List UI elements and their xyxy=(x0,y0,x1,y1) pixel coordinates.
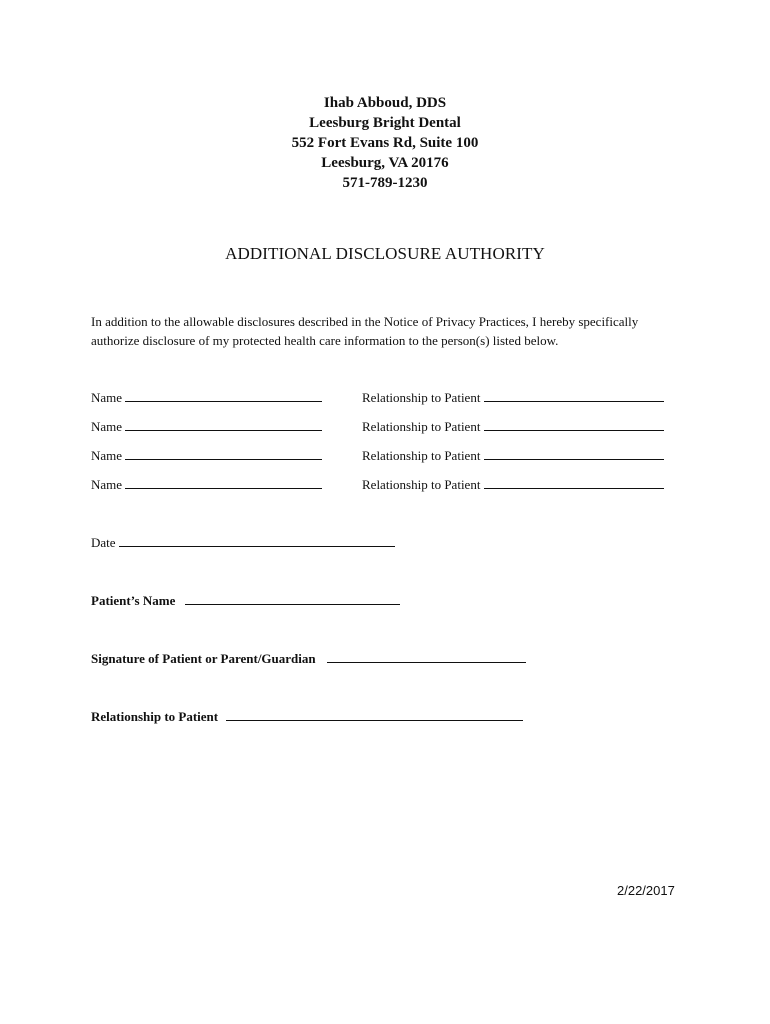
relationship-input-line[interactable] xyxy=(484,418,664,431)
relationship-group xyxy=(362,447,664,464)
phone-number: 571-789-1230 xyxy=(342,175,428,191)
recipient-row xyxy=(91,447,481,464)
signature-field xyxy=(91,650,526,667)
signature-label: Signature of Patient or Parent/Guardian xyxy=(91,651,316,666)
relationship-label: Relationship to Patient xyxy=(362,419,481,434)
relationship-field-label: Relationship to Patient xyxy=(91,709,219,724)
intro-paragraph: In addition to the allowable disclosures described in the Notice of Privacy Practices, I hereby specifically authorize disclosure of my protected health care information to the person(s) listed below. xyxy=(91,314,639,348)
recipient-row xyxy=(91,389,481,406)
date-field xyxy=(91,534,395,551)
street-address: 552 Fort Evans Rd, Suite 100 xyxy=(291,135,479,151)
relationship-input-line[interactable] xyxy=(484,389,664,402)
recipient-row xyxy=(91,476,481,493)
recipient-row xyxy=(91,418,481,435)
dentist-name: Ihab Abboud, DDS xyxy=(323,95,447,111)
relationship-label: Relationship to Patient xyxy=(362,390,481,405)
patient-name-input-line[interactable] xyxy=(185,592,400,605)
relationship-field xyxy=(91,708,523,725)
name-input-line[interactable] xyxy=(125,476,322,489)
patient-name-label: Patient’s Name xyxy=(91,593,176,608)
relationship-group xyxy=(362,476,664,493)
date-input-line[interactable] xyxy=(119,534,395,547)
city-state-zip: Leesburg, VA 20176 xyxy=(321,155,449,171)
relationship-field-input-line[interactable] xyxy=(226,708,523,721)
relationship-group xyxy=(362,418,664,435)
relationship-input-line[interactable] xyxy=(484,476,664,489)
relationship-label: Relationship to Patient xyxy=(362,448,481,463)
patient-name-field xyxy=(91,592,400,609)
name-label: Name xyxy=(91,390,123,405)
name-input-line[interactable] xyxy=(125,418,322,431)
name-input-line[interactable] xyxy=(125,389,322,402)
footer-date: 2/22/2017 xyxy=(617,883,675,898)
name-input-line[interactable] xyxy=(125,447,322,460)
signature-input-line[interactable] xyxy=(327,650,526,663)
relationship-input-line[interactable] xyxy=(484,447,664,460)
name-label: Name xyxy=(91,419,123,434)
practice-name: Leesburg Bright Dental xyxy=(309,115,461,131)
relationship-label: Relationship to Patient xyxy=(362,477,481,492)
practice-header xyxy=(0,93,770,193)
date-label: Date xyxy=(91,535,116,550)
name-label: Name xyxy=(91,448,123,463)
document-title: ADDITIONAL DISCLOSURE AUTHORITY xyxy=(225,244,545,263)
name-label: Name xyxy=(91,477,123,492)
relationship-group xyxy=(362,389,664,406)
